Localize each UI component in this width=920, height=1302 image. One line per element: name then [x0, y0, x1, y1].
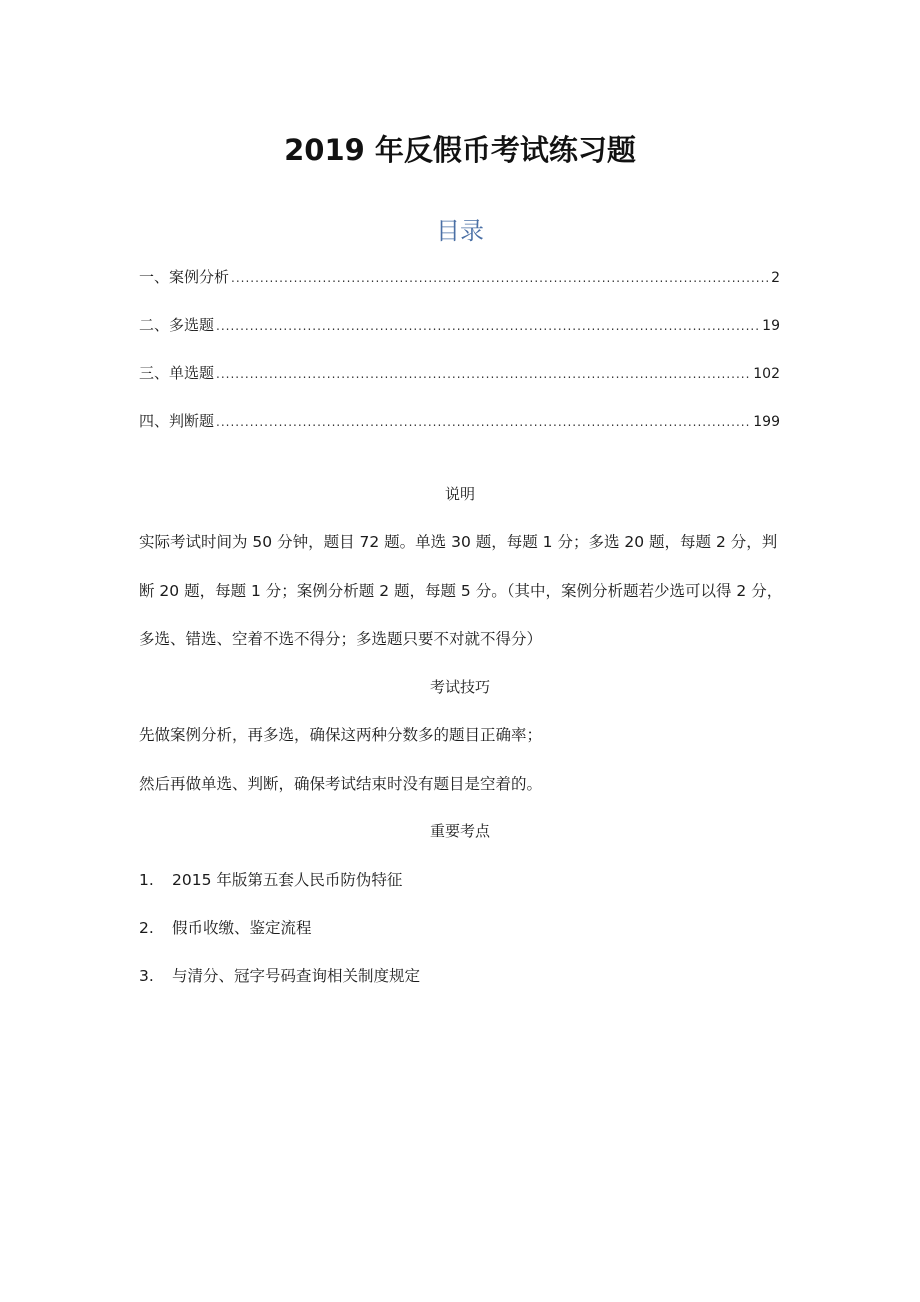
key-point-item [139, 916, 312, 938]
toc-entry-label: 三、单选题 [139, 364, 215, 382]
list-number: 2. [139, 919, 154, 937]
toc-entry-true-false[interactable] [139, 410, 780, 431]
tips-heading: 考试技巧 [429, 678, 490, 696]
document-title: 2019 年反假币考试练习题 [284, 133, 636, 167]
toc-dot-leader [216, 367, 751, 381]
toc-entry-page: 2 [771, 270, 780, 286]
list-number: 1. [139, 871, 154, 889]
key-points-heading: 重要考点 [429, 822, 490, 840]
toc-entry-single-choice[interactable] [139, 362, 780, 383]
list-text: 假币收缴、鉴定流程 [172, 919, 312, 937]
list-text: 与清分、冠字号码查询相关制度规定 [172, 967, 421, 985]
instructions-heading: 说明 [444, 485, 475, 503]
toc-dot-leader [216, 319, 760, 333]
tips-line: 先做案例分析，再多选，确保这两种分数多的题目正确率； [139, 726, 543, 744]
toc-heading: 目录 [436, 217, 484, 245]
toc-entry-page: 19 [762, 318, 780, 334]
toc-entry-label: 二、多选题 [139, 316, 215, 334]
list-number: 3. [139, 967, 154, 985]
instructions-line: 实际考试时间为 50 分钟，题目 72 题。单选 30 题，每题 1 分；多选 20 题，每题 2 分，判 [139, 533, 778, 551]
tips-line: 然后再做单选、判断，确保考试结束时没有题目是空着的。 [139, 775, 543, 793]
instructions-line: 多选、错选、空着不选不得分；多选题只要不对就不得分） [139, 630, 543, 648]
key-point-item [139, 868, 402, 890]
toc-entry-label: 四、判断题 [139, 412, 215, 430]
toc-entry-page: 199 [753, 414, 780, 430]
instructions-line: 断 20 题，每题 1 分；案例分析题 2 题，每题 5 分。（其中，案例分析题若少选可以得 2 分， [139, 582, 783, 600]
toc-dot-leader [216, 415, 751, 429]
toc-entry-page: 102 [753, 366, 780, 382]
toc-entry-label: 一、案例分析 [139, 268, 230, 286]
toc-entry-case-analysis[interactable] [139, 266, 780, 287]
list-text: 2015 年版第五套人民币防伪特征 [172, 871, 403, 889]
key-point-item [139, 964, 420, 986]
toc-dot-leader [231, 271, 769, 285]
toc-entry-multiple-choice[interactable] [139, 314, 780, 335]
